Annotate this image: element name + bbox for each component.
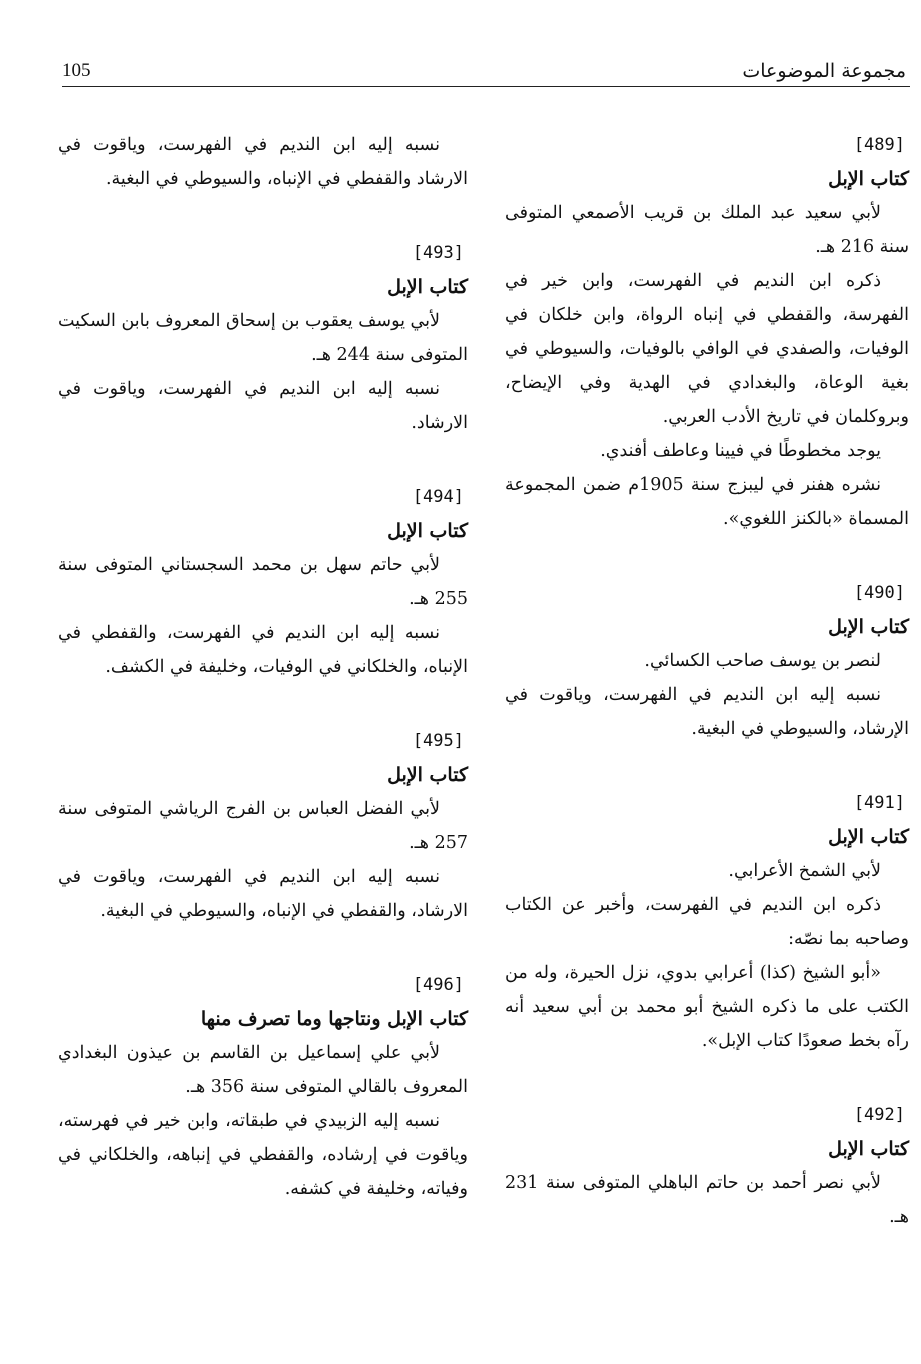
entry-title: كتاب الإبل	[828, 1138, 909, 1160]
entry-author: لنصر بن يوسف صاحب الكسائي.	[644, 651, 881, 671]
entry-number: [492]	[853, 1105, 905, 1125]
left-column	[58, 128, 468, 1246]
entry-author: لأبي الفضل العباس بن الفرج الرياشي المتوفى سنة 257 هـ.	[58, 799, 468, 853]
entry-author: لأبي حاتم سهل بن محمد السجستاني المتوفى سنة 255 هـ.	[58, 555, 468, 609]
entry-494	[58, 480, 468, 684]
entry-paragraph: نشره هفنر في ليبزج سنة 1905م ضمن المجموعة المسماة «بالكنز اللغوي».	[505, 475, 909, 529]
entry-495	[58, 724, 468, 928]
entry-493	[58, 236, 468, 440]
entry-489	[505, 128, 909, 536]
header-rule	[62, 86, 910, 87]
entry-author: لأبي سعيد عبد الملك بن قريب الأصمعي المتوفى سنة 216 هـ.	[505, 203, 909, 257]
entry-number: [493]	[412, 243, 464, 263]
entry-paragraph: نسبه إليه ابن النديم في الفهرست، وياقوت في الإرشاد، والسيوطي في البغية.	[505, 685, 909, 739]
entry-number: [491]	[853, 793, 905, 813]
entry-title: كتاب الإبل	[387, 276, 468, 298]
entry-number: [496]	[412, 975, 464, 995]
entry-quote: «أبو الشيخ (كذا) أعرابي بدوي، نزل الحيرة، وله من الكتب على ما ذكره الشيخ أبو محمد بن أبي سعيد أنه رآه بخط صعودًا كتاب الإبل».	[505, 963, 909, 1051]
entry-title: كتاب الإبل	[387, 764, 468, 786]
entry-491	[505, 786, 909, 1058]
entry-496	[58, 968, 468, 1206]
entry-author: لأبي علي إسماعيل بن القاسم بن عيذون البغدادي المعروف بالقالي المتوفى سنة 356 هـ.	[58, 1043, 468, 1097]
entry-number: [489]	[853, 135, 905, 155]
entry-continuation	[58, 128, 468, 196]
entry-paragraph: نسبه إليه الزبيدي في طبقاته، وابن خير في فهرسته، وياقوت في إرشاده، والقفطي في إنباهه، والخلكاني في وفياته، وخليفة في كشفه.	[58, 1111, 468, 1199]
right-column	[505, 128, 909, 1274]
running-title: مجموعة الموضوعات	[742, 60, 906, 82]
entry-author: لأبي نصر أحمد بن حاتم الباهلي المتوفى سنة 231 هـ.	[505, 1173, 909, 1227]
entry-paragraph: يوجد مخطوطًا في فيينا وعاطف أفندي.	[600, 441, 881, 461]
entry-paragraph: نسبه إليه ابن النديم في الفهرست، وياقوت في الارشاد، والقفطي في الإنباه، والسيوطي في البغية.	[58, 867, 468, 921]
entry-paragraph: نسبه إليه ابن النديم في الفهرست، وياقوت في الارشاد.	[58, 379, 468, 433]
entry-title: كتاب الإبل	[828, 168, 909, 190]
page-header	[62, 56, 910, 90]
entry-title: كتاب الإبل ونتاجها وما تصرف منها	[200, 1008, 468, 1030]
entry-author: لأبي الشمخ الأعرابي.	[728, 861, 881, 881]
page-number: 105	[62, 60, 91, 81]
entry-title: كتاب الإبل	[828, 616, 909, 638]
entry-490	[505, 576, 909, 746]
entry-paragraph: ذكره ابن النديم في الفهرست، وأخبر عن الكتاب وصاحبه بما نصّه:	[505, 895, 909, 949]
entry-number: [494]	[412, 487, 464, 507]
entry-author: لأبي يوسف يعقوب بن إسحاق المعروف بابن السكيت المتوفى سنة 244 هـ.	[57, 311, 468, 365]
entry-paragraph: نسبه إليه ابن النديم في الفهرست، وياقوت في الارشاد والقفطي في الإنباه، والسيوطي في البغية.	[58, 135, 468, 189]
entry-number: [490]	[853, 583, 905, 603]
entry-title: كتاب الإبل	[828, 826, 909, 848]
entry-title: كتاب الإبل	[387, 520, 468, 542]
entry-492	[505, 1098, 909, 1234]
entry-paragraph: ذكره ابن النديم في الفهرست، وابن خير في الفهرسة، والقفطي في إنباه الرواة، وابن خلكان في الوفيات، والصفدي في الوافي بالوفيات، والسيوطي في بغية الوعاة، والبغدادي في الهدية وفي الإيضاح، وبروكلمان في تاريخ الأدب العربي.	[505, 271, 909, 427]
entry-paragraph: نسبه إليه ابن النديم في الفهرست، والقفطي في الإنباه، والخلكاني في الوفيات، وخليفة في الكشف.	[58, 623, 468, 677]
entry-number: [495]	[412, 731, 464, 751]
